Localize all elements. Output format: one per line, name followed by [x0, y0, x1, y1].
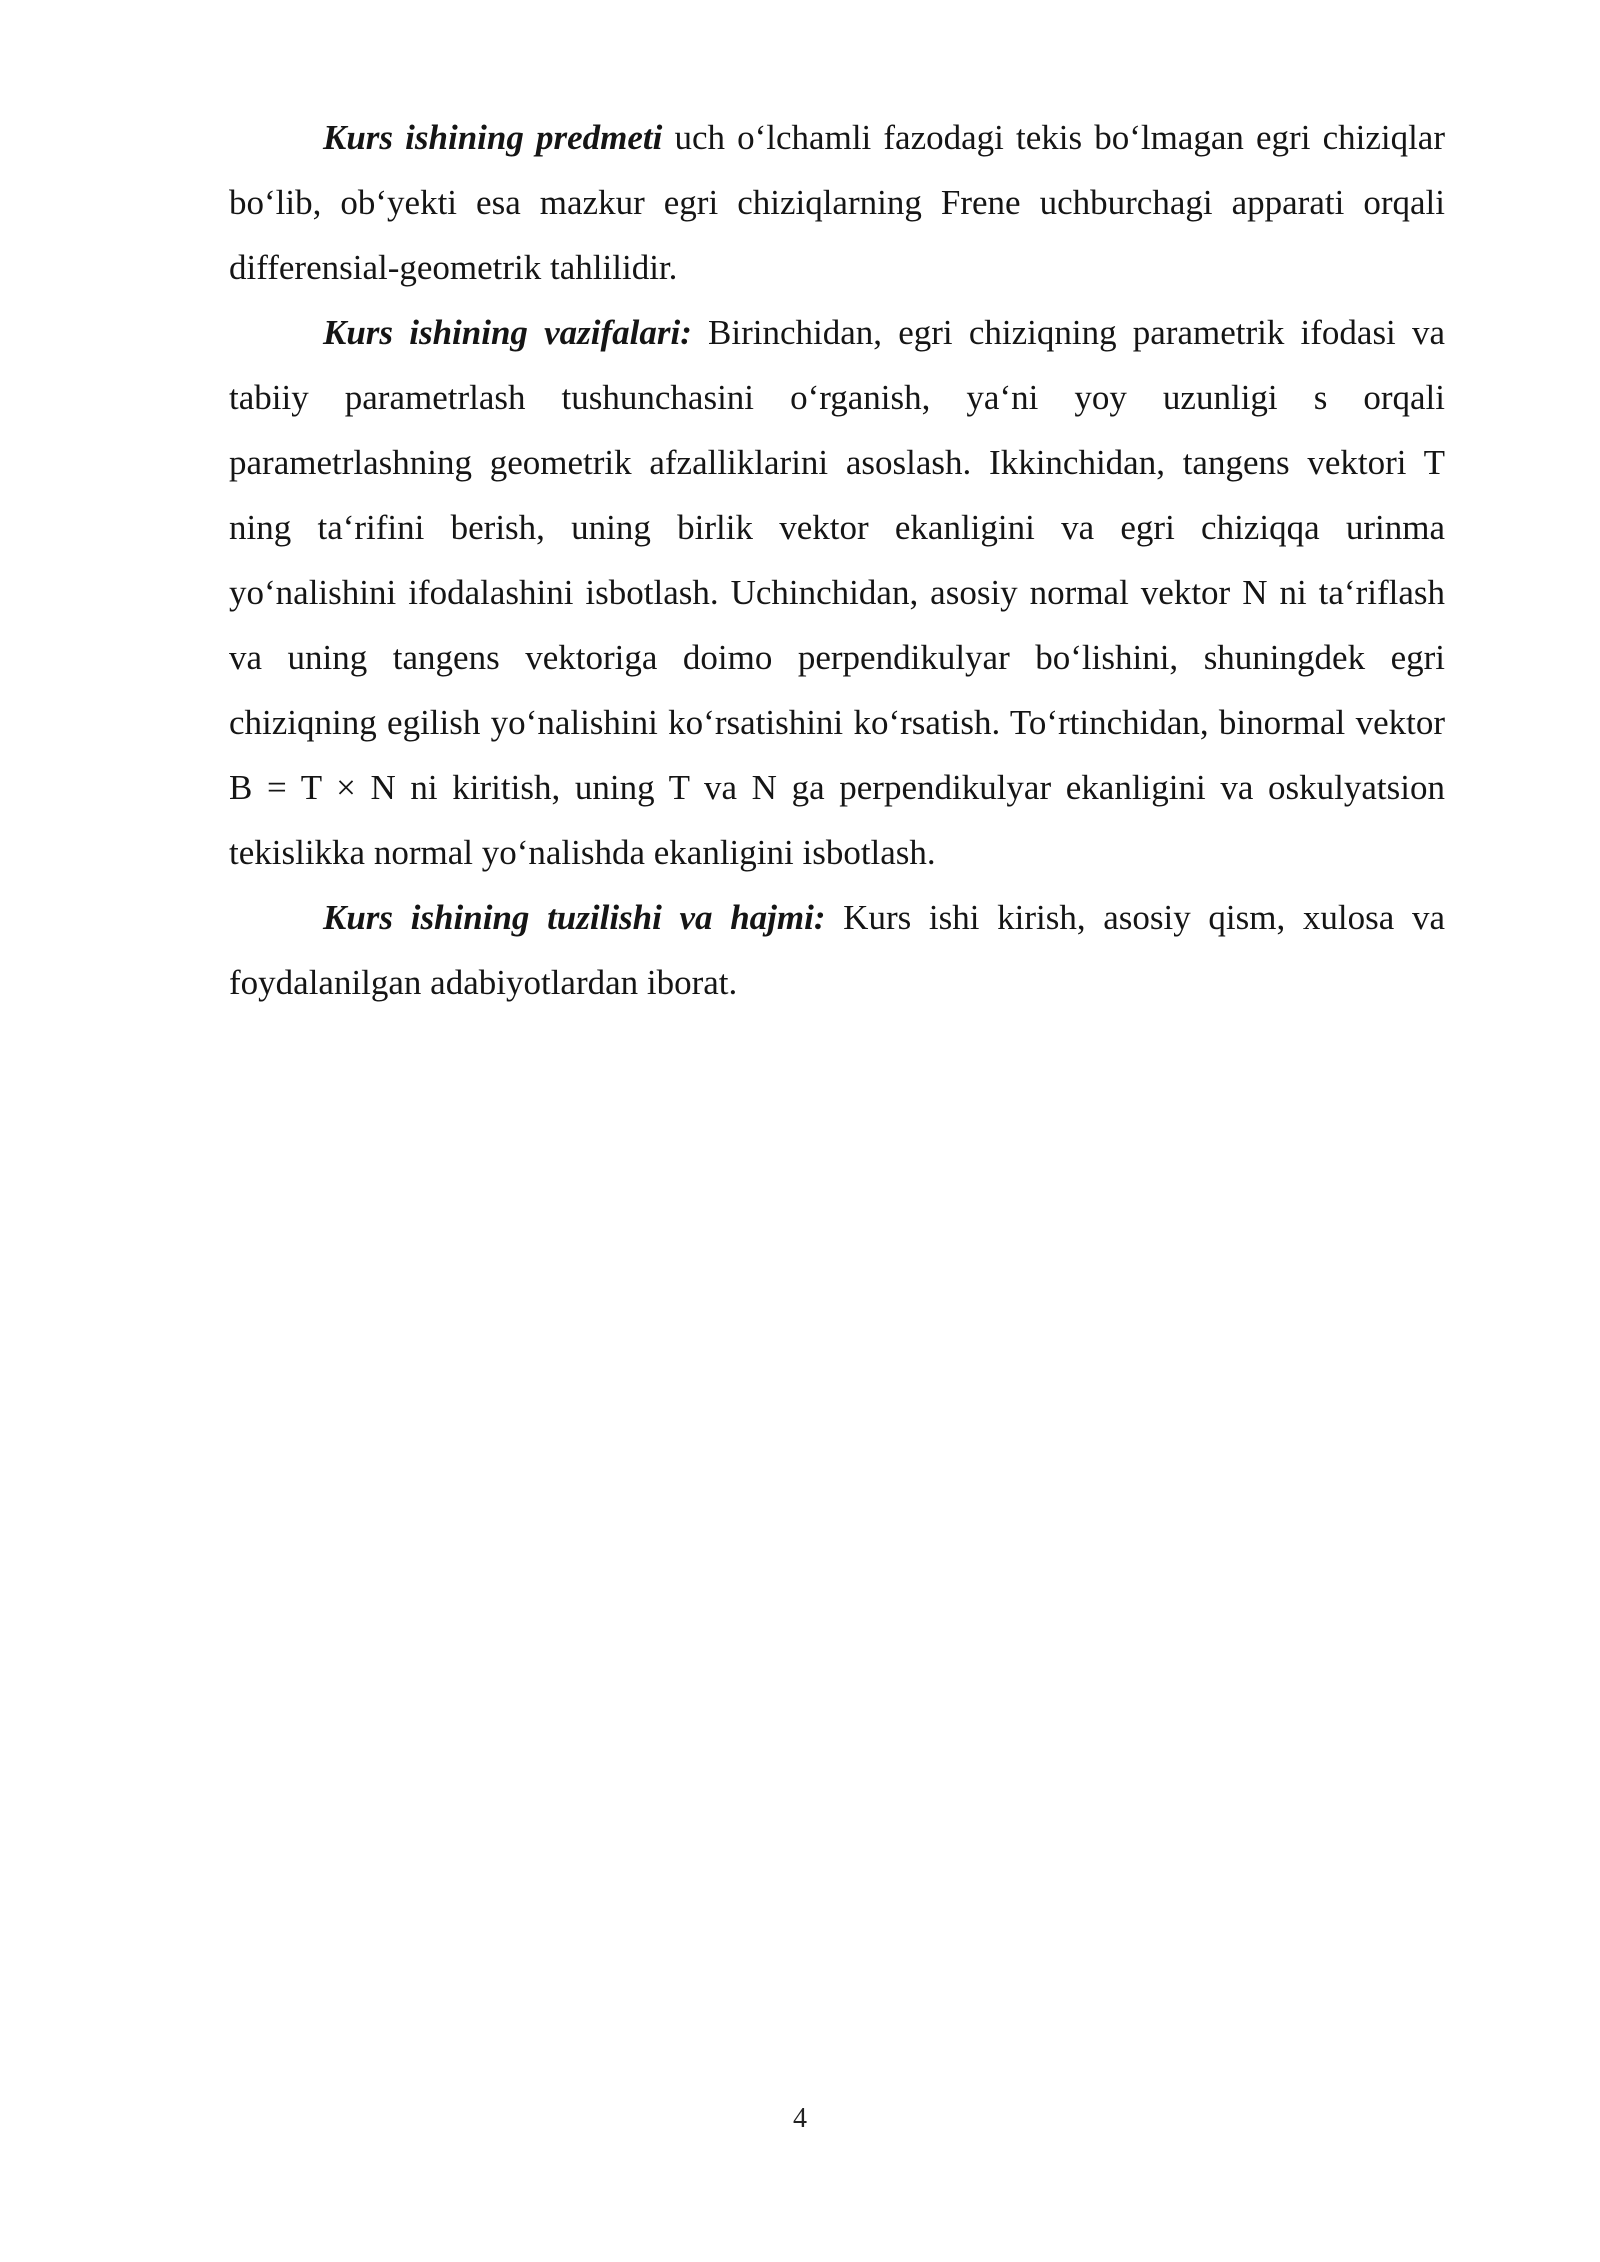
- page-number: 4: [793, 2103, 807, 2134]
- paragraph-text-tasks: Birinchidan, egri chiziqning parametrik ifodasi va tabiiy parametrlash tushunchasini o‘rganish, ya‘ni yoy uzunligi s orqali parametrlashning geometrik afzalliklarini asoslash. Ikkinchidan, tangens vektori T ning ta‘rifini berish, uning birlik vektor ekanligini va egri chiziqqa urinma yo‘nalishini ifodalashini isbotlash. Uchinchidan, asosiy normal vektor N ni ta‘riflash va uning tangens vektoriga doimo perpendikulyar bo‘lishini, shuningdek egri chiziqning egilish yo‘nalishini ko‘rsatishini ko‘rsatish. To‘rtinchidan, binormal vektor B = T × N ni kiritish, uning T va N ga perpendikulyar ekanligini va oskulyatsion tekislikka normal yo‘nalishda ekanligini isbotlash.: [229, 313, 1446, 872]
- paragraph-subject: [229, 105, 1445, 300]
- paragraph-lead-tasks: Kurs ishining vazifalari:: [323, 313, 692, 352]
- paragraph-text-structure: Kurs ishi kirish, asosiy qism, xulosa va foydalanilgan adabiyotlardan iborat.: [229, 898, 1445, 1002]
- paragraph-structure: [229, 885, 1445, 1015]
- paragraph-tasks: [229, 300, 1445, 885]
- page-body: [229, 105, 1445, 1015]
- paragraph-lead-subject: Kurs ishining predmeti: [323, 118, 663, 157]
- paragraph-lead-structure: Kurs ishining tuzilishi va hajmi:: [323, 898, 826, 937]
- paragraph-text-subject: uch o‘lchamli fazodagi tekis bo‘lmagan egri chiziqlar bo‘lib, ob‘yekti esa mazkur egri chiziqlarning Frene uchburchagi apparati orqali differensial-geometrik tahlilidir.: [229, 118, 1445, 287]
